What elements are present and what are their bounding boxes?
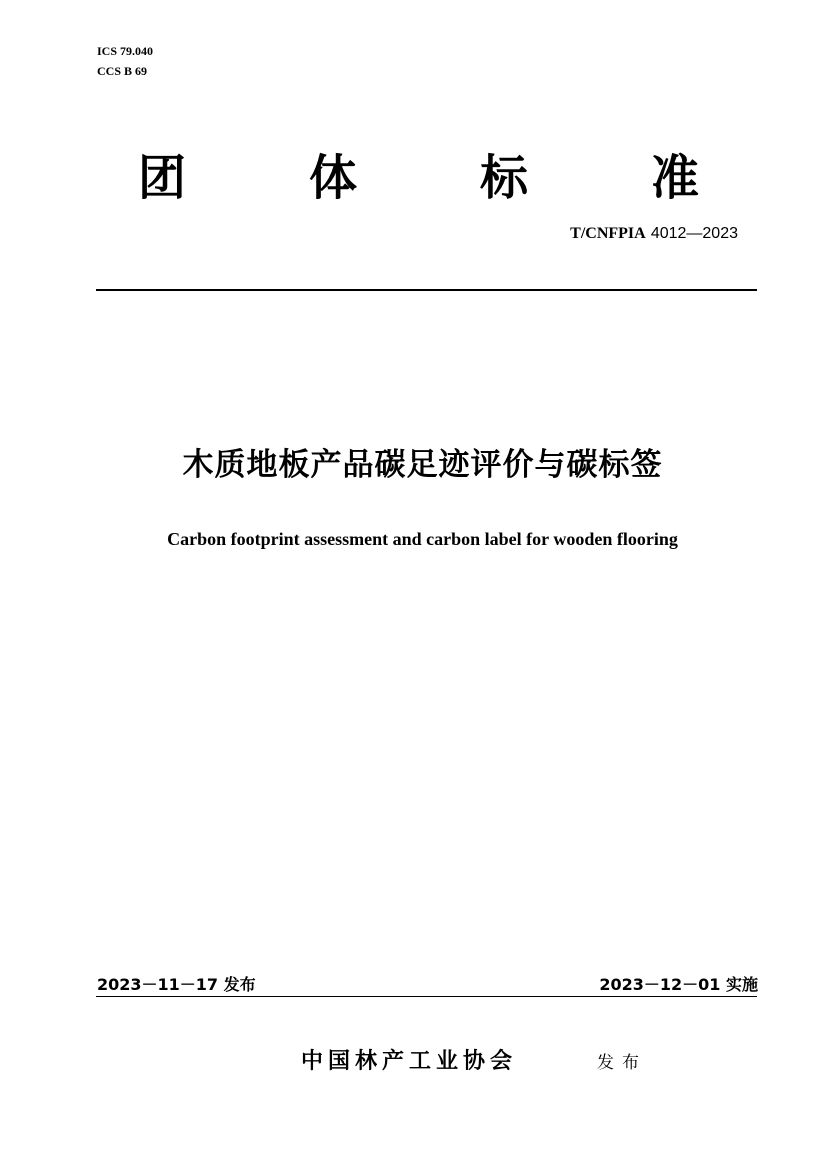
top-divider [96,289,757,291]
heading-char: 团 [138,150,187,206]
classification-codes [97,41,153,81]
heading-char: 标 [480,150,529,206]
issue-date: 2023－11－17 发布 [97,975,256,994]
document-title-cn: 木质地板产品碳足迹评价与碳标签 [182,447,663,483]
heading-char: 体 [309,150,358,206]
standard-number [570,222,738,245]
bottom-divider [96,996,757,997]
document-title-en: Carbon footprint assessment and carbon label for wooden flooring [167,529,678,549]
publish-label: 发布 [597,1053,647,1073]
standard-prefix: T/CNFPIA [570,225,646,242]
ics-code: ICS 79.040 [97,44,154,58]
heading-char: 准 [651,150,700,206]
publisher-name: 中国林产工业协会 [301,1049,518,1074]
standard-code: 4012—2023 [650,225,738,242]
implement-date: 2023－12－01 实施 [599,975,758,994]
ccs-code: CCS B 69 [97,64,148,78]
